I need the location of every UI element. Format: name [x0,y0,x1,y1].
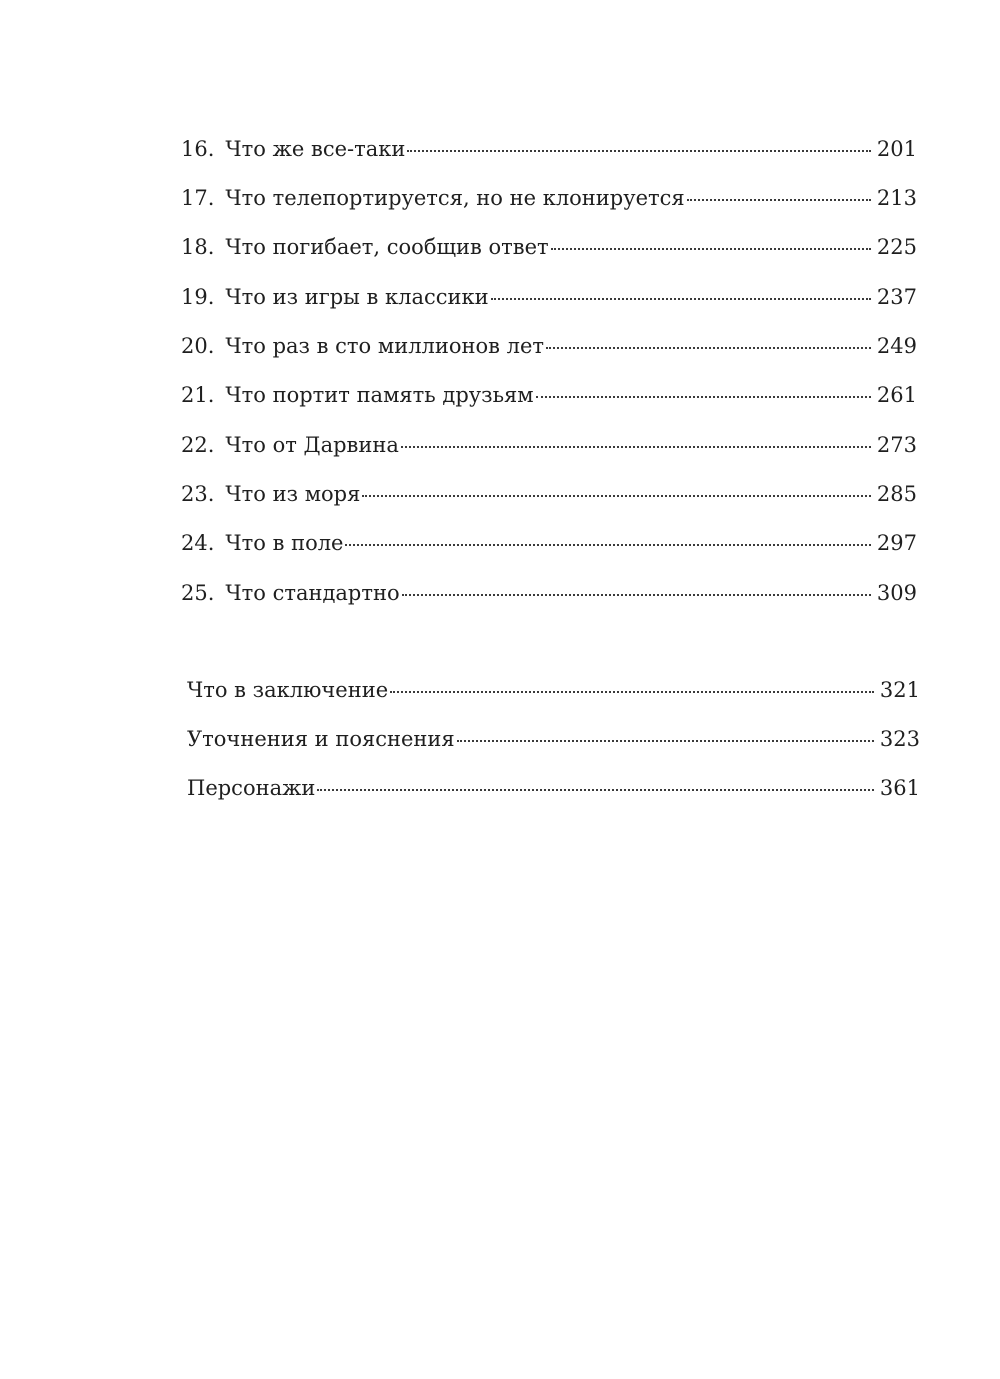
chapter-number: 18. [181,235,215,259]
chapter-title: Что погибает, сообщив ответ [225,235,549,259]
chapter-number: 22. [181,433,215,457]
page-number: 261 [876,383,917,407]
page-number: 309 [876,581,917,605]
dot-leader [345,543,870,546]
dot-leader [551,247,871,250]
dot-leader [457,739,874,742]
toc-entry [187,724,920,754]
dot-leader [687,198,871,201]
page-number: 273 [876,433,917,457]
toc-entry [187,773,920,803]
chapter-number: 17. [181,186,215,210]
chapter-number: 24. [181,531,215,555]
page-number: 321 [879,678,920,702]
chapter-number: 19. [181,285,215,309]
chapter-number: 20. [181,334,215,358]
toc-entry [181,232,917,262]
dot-leader [491,297,871,300]
toc-entry [181,479,917,509]
chapter-number: 25. [181,581,215,605]
page-number: 237 [876,285,917,309]
chapter-number: 16. [181,137,215,161]
chapter-title: Что из моря [225,482,361,506]
dot-leader [390,690,874,693]
chapter-number: 23. [181,482,215,506]
dot-leader [407,149,871,152]
dot-leader [362,494,871,497]
dot-leader [317,788,873,791]
toc-entry [181,134,917,164]
page-number: 285 [876,482,917,506]
chapter-number: 21. [181,383,215,407]
page-number: 297 [876,531,917,555]
chapter-title: Что из игры в классики [225,285,489,309]
page-number: 213 [876,186,917,210]
toc-entry [181,528,917,558]
dot-leader [401,445,871,448]
dot-leader [546,346,871,349]
toc-entry [181,380,917,410]
chapter-title: Что телепортируется, но не клонируется [225,186,685,210]
page-number: 201 [876,137,917,161]
chapter-title: Что же все-таки [225,137,406,161]
dot-leader [402,593,871,596]
toc-entry [181,578,917,608]
chapter-title: Что портит память друзьям [225,383,534,407]
chapter-title: Что в поле [225,531,344,555]
chapter-title: Что раз в сто миллионов лет [225,334,545,358]
page-number: 361 [879,776,920,800]
chapter-title: Что от Дарвина [225,433,399,457]
page-number: 323 [879,727,920,751]
section-title: Что в заключение [187,678,389,702]
section-title: Персонажи [187,776,316,800]
page-number: 225 [876,235,917,259]
toc-entry [181,282,917,312]
toc-entry [181,183,917,213]
toc-entry [187,675,920,705]
section-title: Уточнения и пояснения [187,727,455,751]
page-number: 249 [876,334,917,358]
toc-entry [181,331,917,361]
dot-leader [536,395,871,398]
toc-entry [181,430,917,460]
chapter-title: Что стандартно [225,581,400,605]
